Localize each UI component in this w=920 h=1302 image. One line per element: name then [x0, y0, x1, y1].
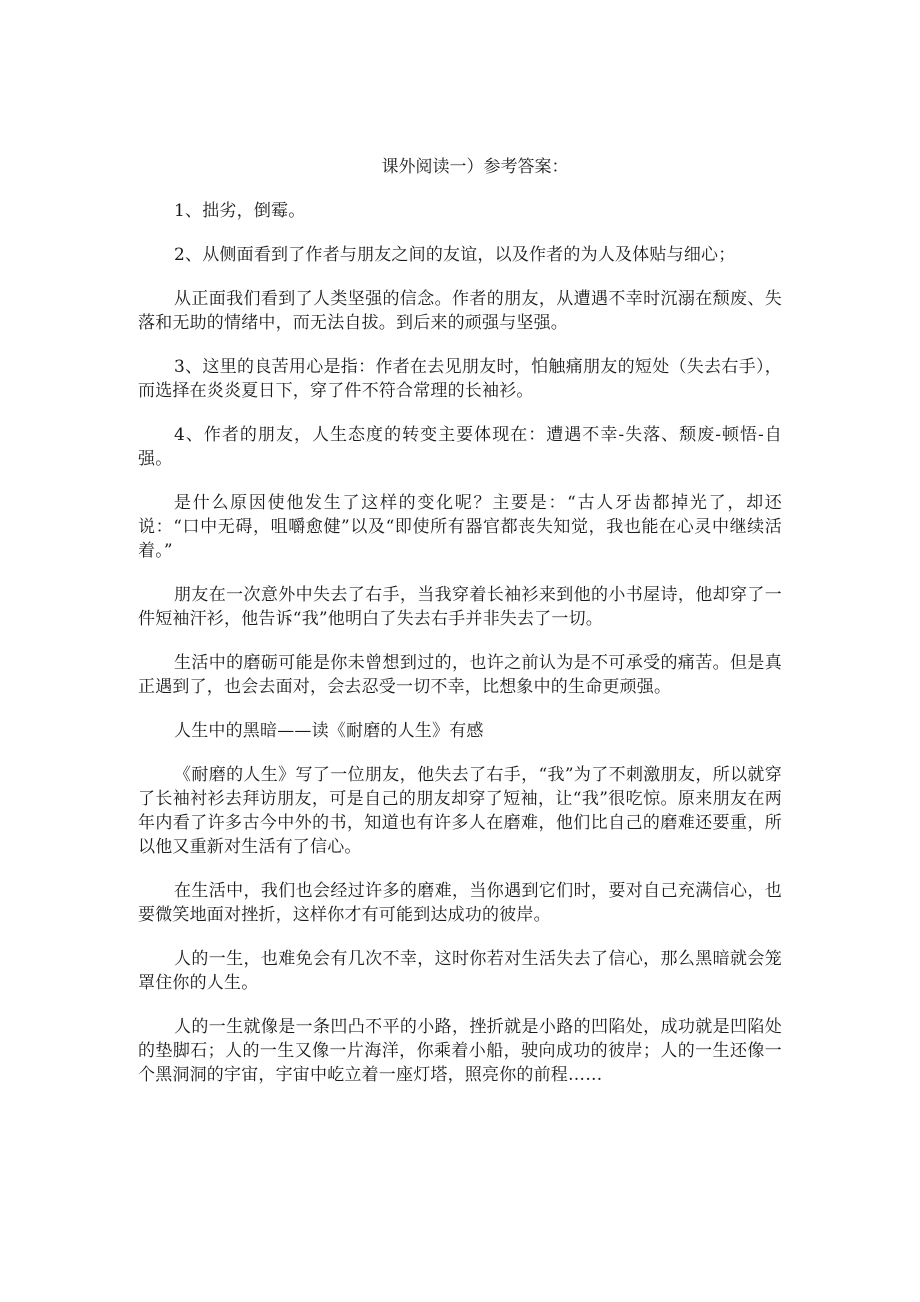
answer-summary: 朋友在一次意外中失去了右手，当我穿着长袖衫来到他的小书屋诗，他却穿了一件短袖汗衫，他告诉“我”他明白了失去右手并非失去了一切。	[138, 585, 782, 629]
answer-2: 2、从侧面看到了作者与朋友之间的友谊，以及作者的为人及体贴与细心；	[174, 245, 736, 265]
answer-4-reason: 是什么原因使他发生了这样的变化呢？主要是：“古人牙齿都掉光了，却还说：“口中无碍，咀嚼愈健”以及“即使所有器官都丧失知觉，我也能在心灵中继续活着。”	[138, 493, 782, 561]
essay-paragraph: 在生活中，我们也会经过许多的磨难，当你遇到它们时，要对自己充满信心，也要微笑地面对挫折，这样你才有可能到达成功的彼岸。	[138, 881, 782, 925]
answer-2-continued: 从正面我们看到了人类坚强的信念。作者的朋友，从遭遇不幸时沉溺在颓废、失落和无助的情绪中，而无法自拔。到后来的顽强与坚强。	[138, 289, 782, 333]
document-body	[138, 155, 782, 1107]
essay-paragraph: 人的一生，也难免会有几次不幸，这时你若对生活失去了信心，那么黑暗就会笼罩住你的人生。	[138, 949, 782, 993]
answer-1: 1、拙劣，倒霉。	[174, 201, 306, 221]
answer-3: 3、这里的良苦用心是指：作者在去见朋友时，怕触痛朋友的短处（失去右手），而选择在炎炎夏日下，穿了件不符合常理的长袖衫。	[138, 357, 782, 401]
essay-paragraph: 人的一生就像是一条凹凸不平的小路，挫折就是小路的凹陷处，成功就是凹陷处的垫脚石；人的一生又像一片海洋，你乘着小船，驶向成功的彼岸；人的一生还像一个黑洞洞的宇宙，宇宙中屹立着一座灯塔，照亮你的前程……	[138, 1017, 782, 1085]
essay-title: 人生中的黑暗——读《耐磨的人生》有感	[174, 721, 484, 741]
document-title: 课外阅读一）参考答案：	[381, 157, 569, 177]
essay-paragraph: 《耐磨的人生》写了一位朋友，他失去了右手，“我”为了不刺激朋友，所以就穿了长袖衬衫去拜访朋友，可是自己的朋友却穿了短袖，让“我”很吃惊。原来朋友在两年内看了许多古今中外的书，知道也有许多人在磨难，他们比自己的磨难还要重，所以他又重新对生活有了信心。	[138, 765, 782, 857]
answer-4: 4、作者的朋友，人生态度的转变主要体现在：遭遇不幸-失落、颓废-顿悟-自强。	[138, 425, 782, 469]
answer-reflection: 生活中的磨砺可能是你未曾想到过的，也许之前认为是不可承受的痛苦。但是真正遇到了，也会去面对，会去忍受一切不幸，比想象中的生命更顽强。	[138, 653, 782, 697]
